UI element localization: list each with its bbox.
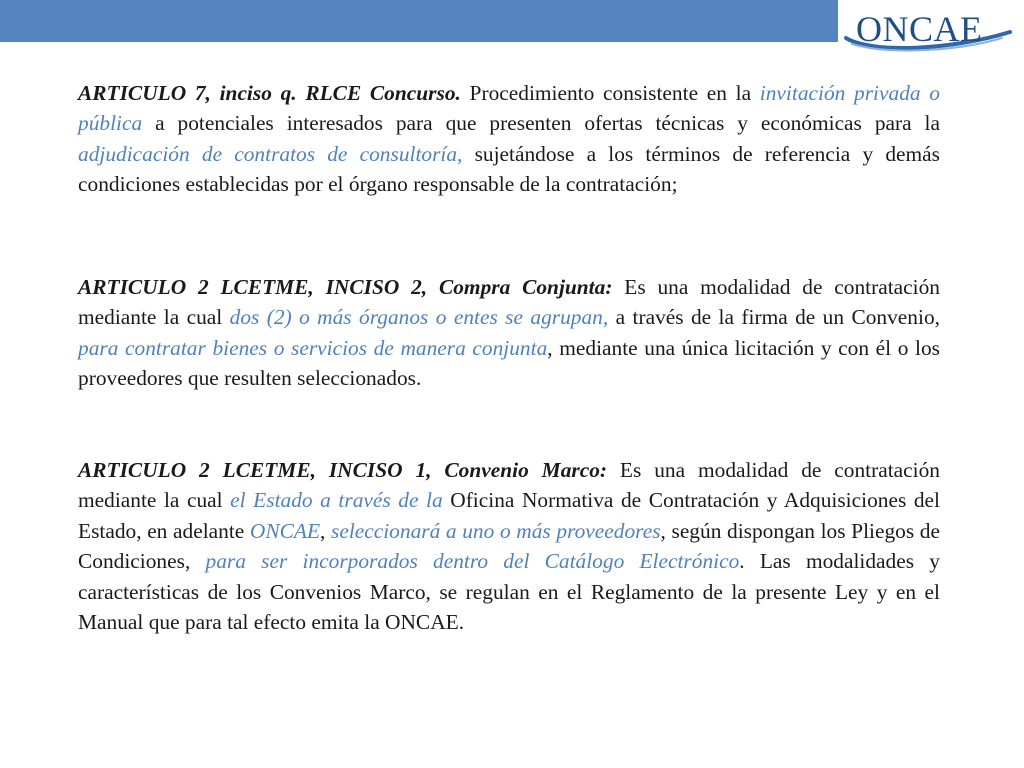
body-text: Procedimiento consistente en la — [460, 81, 760, 105]
article-heading: ARTICULO 2 LCETME, INCISO 2, Compra Conjunta: — [78, 275, 613, 299]
article-heading: ARTICULO 2 LCETME, INCISO 1, Convenio Marco: — [78, 458, 608, 482]
body-text: a través de la firma de un Convenio, — [608, 305, 940, 330]
body-text: , — [320, 518, 331, 543]
body-text: Oficina Normativa de Contratación y Adquisiciones del Estado, en adelante — [78, 488, 940, 543]
highlight-text: para contratar bienes o servicios de manera conjunta — [78, 335, 548, 360]
highlight-text: invitación privada o pública — [78, 81, 940, 136]
body-text: , según dispongan los Pliegos de Condiciones, — [78, 518, 940, 574]
paragraph-compra-conjunta — [78, 272, 940, 394]
highlight-text: seleccionará a uno o más proveedores — [331, 518, 661, 543]
highlight-text: dos (2) o más órganos o entes se agrupan, — [229, 305, 609, 330]
highlight-text: ONCAE — [249, 518, 321, 543]
paragraph-articulo-7 — [78, 78, 940, 200]
highlight-text: para ser incorporados dentro del Catálogo Electrónico — [205, 549, 740, 574]
body-text: Es una modalidad de contratación mediante la cual — [78, 458, 940, 513]
highlight-text: adjudicación de contratos de consultoría, — [78, 141, 463, 166]
body-text: sujetándose a los términos de referencia y demás condiciones establecidas por el órgano responsable de la contratación; — [78, 141, 940, 197]
body-text: . Las modalidades y características de los Convenios Marco, se regulan en el Reglamento de la presente Ley y en el Manual que para tal efecto emita la ONCAE. — [78, 549, 940, 635]
body-text: a potenciales interesados para que presenten ofertas técnicas y económicas para la — [142, 111, 940, 136]
logo-text: ONCAE — [856, 9, 983, 49]
paragraph-convenio-marco — [78, 455, 940, 637]
body-text: , mediante una única licitación y con él o los proveedores que resulten seleccionados. — [78, 335, 940, 391]
highlight-text: el Estado a través de la — [230, 488, 443, 513]
body-text: Es una modalidad de contratación mediante la cual — [78, 275, 940, 330]
oncae-logo — [842, 4, 1018, 54]
article-heading: ARTICULO 7, inciso q. RLCE Concurso. — [78, 81, 461, 105]
header-bar — [0, 0, 838, 42]
